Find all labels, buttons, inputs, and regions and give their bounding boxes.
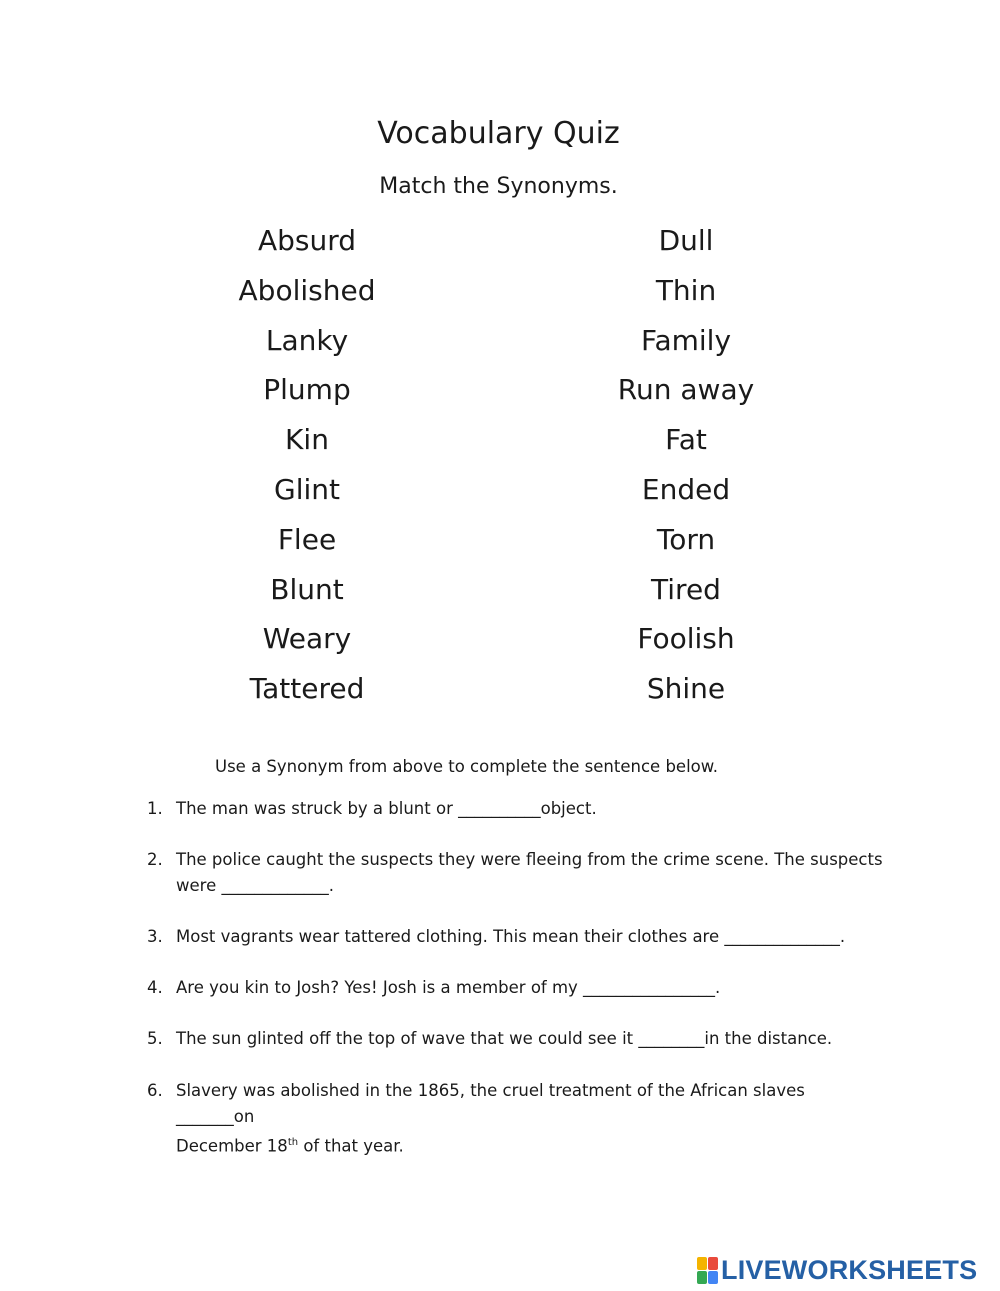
ordinal-suffix: th xyxy=(287,1137,299,1148)
left-word: Glint xyxy=(274,472,340,506)
page-subtitle: Match the Synonyms. xyxy=(379,174,618,199)
logo-blocks-icon xyxy=(697,1257,718,1284)
logo-block xyxy=(708,1271,718,1284)
question-text-line xyxy=(176,1130,887,1160)
question-6 xyxy=(147,1078,887,1160)
right-word: Tired xyxy=(651,572,721,606)
question-4 xyxy=(147,975,887,1001)
right-word: Ended xyxy=(641,472,731,506)
right-word-list xyxy=(536,222,836,720)
question-text-line: were _____________. xyxy=(176,876,334,895)
question-2 xyxy=(147,847,887,899)
sentence-instruction: Use a Synonym from above to complete the sentence below. xyxy=(215,757,718,776)
left-word: Plump xyxy=(263,373,351,407)
question-number: 6. xyxy=(147,1081,163,1100)
page-title: Vocabulary Quiz xyxy=(377,116,620,151)
question-text: Most vagrants wear tattered clothing. This mean their clothes are ______________. xyxy=(176,927,846,946)
question-1 xyxy=(147,796,887,822)
question-5 xyxy=(147,1026,887,1052)
right-word: Torn xyxy=(656,522,716,556)
question-text: Are you kin to Josh? Yes! Josh is a member of my ________________. xyxy=(176,978,721,997)
question-text-line: The police caught the suspects they were fleeing from the crime scene. The suspects xyxy=(176,850,883,869)
left-word: Tattered xyxy=(249,672,365,706)
left-word-list xyxy=(157,222,457,720)
logo-text: LIVEWORKSHEETS xyxy=(721,1254,978,1285)
right-word: Dull xyxy=(658,224,714,257)
logo-block xyxy=(697,1257,707,1270)
left-word: Absurd xyxy=(257,224,357,257)
left-word: Weary xyxy=(262,622,352,656)
question-number: 4. xyxy=(147,978,163,997)
logo-block xyxy=(708,1257,718,1270)
liveworksheets-logo xyxy=(697,1255,977,1285)
date-trailing-text: of that year. xyxy=(298,1136,404,1156)
right-word: Run away xyxy=(617,373,755,407)
logo-block xyxy=(697,1271,707,1284)
question-text-line: Slavery was abolished in the 1865, the cruel treatment of the African slaves _______on xyxy=(176,1081,805,1126)
right-word: Thin xyxy=(655,273,717,307)
question-number: 2. xyxy=(147,850,163,869)
right-word: Fat xyxy=(665,423,707,457)
question-number: 5. xyxy=(147,1029,163,1048)
left-word: Flee xyxy=(277,522,337,556)
right-word: Family xyxy=(640,323,732,357)
left-word: Kin xyxy=(285,423,329,457)
left-word: Lanky xyxy=(265,323,349,357)
right-word: Foolish xyxy=(637,622,735,656)
left-word: Blunt xyxy=(270,572,344,606)
question-number: 3. xyxy=(147,927,163,946)
right-word: Shine xyxy=(646,672,726,706)
question-text: The sun glinted off the top of wave that we could see it ________in the distance. xyxy=(176,1029,833,1048)
left-word: Abolished xyxy=(238,273,376,307)
question-text: The man was struck by a blunt or __________object. xyxy=(176,799,597,818)
question-3 xyxy=(147,924,887,950)
question-number: 1. xyxy=(147,799,163,818)
date-text: December 18 xyxy=(176,1136,288,1156)
